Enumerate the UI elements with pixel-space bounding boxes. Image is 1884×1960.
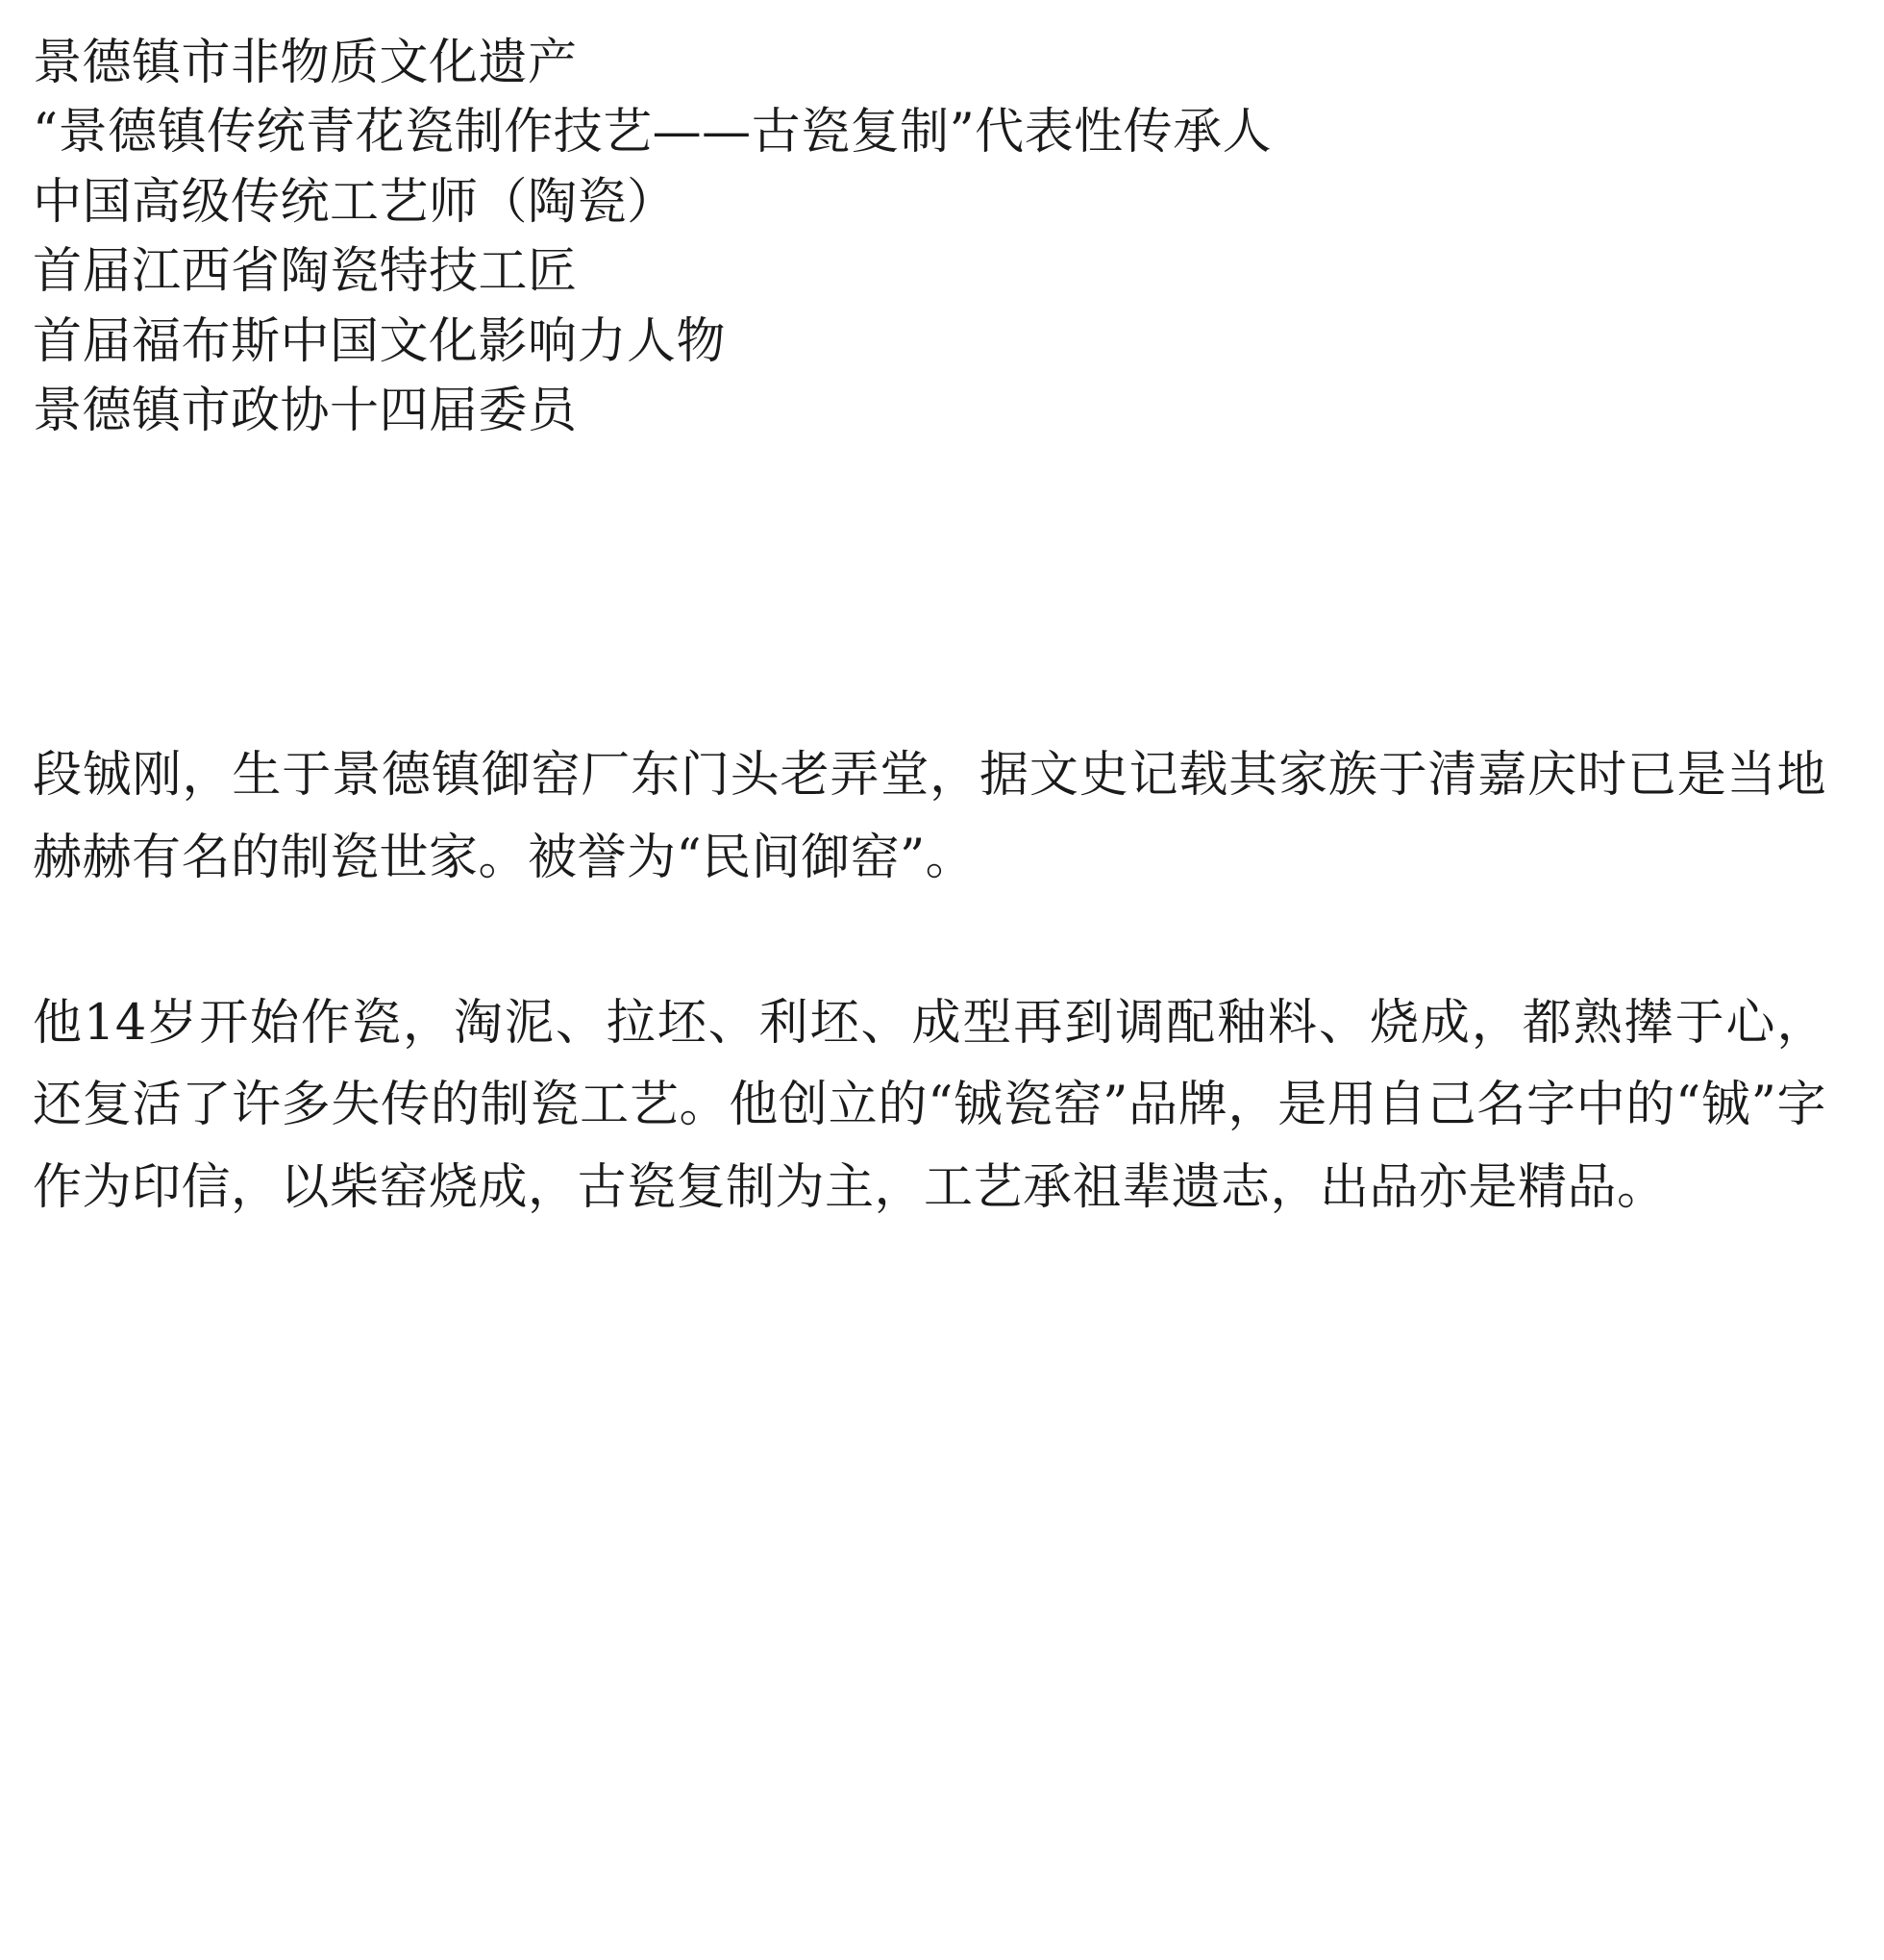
credential-line: 中国高级传统工艺师（陶瓷） [33, 173, 677, 231]
credential-line: 景德镇市非物质文化遗产 [33, 35, 578, 91]
credential-line: 景德镇市政协十四届委员 [33, 383, 578, 440]
biography-body [33, 734, 1826, 1228]
credentials-list [33, 29, 1826, 446]
credential-line: 首届福布斯中国文化影响力人物 [33, 312, 727, 370]
section-spacer [33, 446, 1826, 734]
biography-paragraph: 段铖刚，生于景德镇御窑厂东门头老弄堂，据文史记载其家族于清嘉庆时已是当地赫赫有名的制瓷世家。被誉为“民间御窑”。 [33, 747, 1826, 887]
credential-line: 首届江西省陶瓷特技工匠 [33, 243, 578, 301]
biography-paragraph: 他14岁开始作瓷，淘泥、拉坯、利坯、成型再到调配釉料、烧成，都熟撵于心，还复活了许多失传的制瓷工艺。他创立的“铖瓷窑”品牌，是用自己名字中的“铖”字作为印信，以柴窑烧成，古瓷复制为主，工艺承祖辈遗志，出品亦是精品。 [33, 994, 1826, 1217]
credential-line: “景德镇传统青花瓷制作技艺——古瓷复制”代表性传承人 [33, 104, 1273, 161]
